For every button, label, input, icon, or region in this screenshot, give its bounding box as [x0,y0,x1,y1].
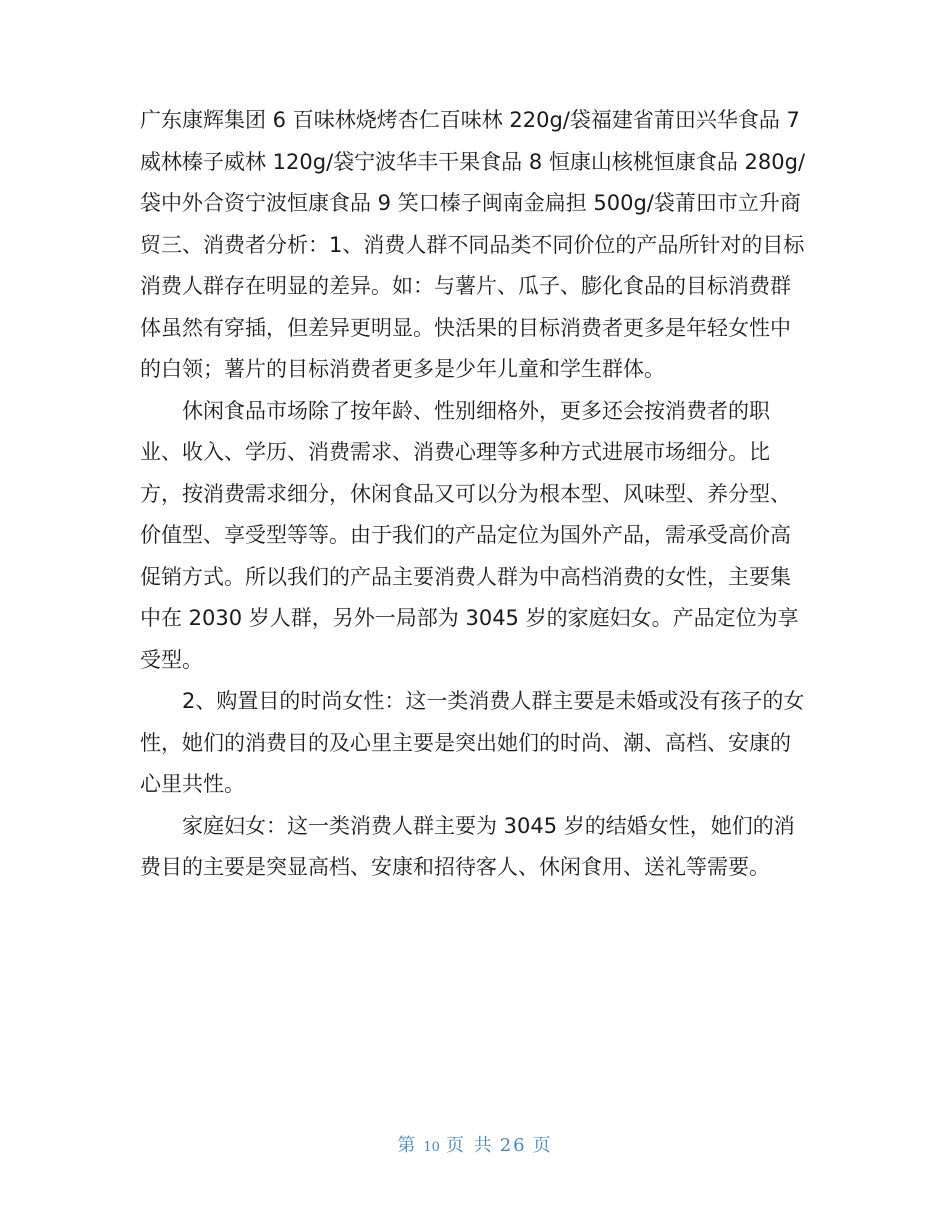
document-body [140,100,810,889]
paragraph-4: 家庭妇女：这一类消费人群主要为 3045 岁的结婚女性，她们的消费目的主要是突显高档、安康和招待客人、休闲食用、送礼等需要。 [140,813,795,879]
current-page-number: 10 [423,1140,440,1155]
paragraph-2: 休闲食品市场除了按年龄、性别细格外，更多还会按消费者的职业、收入、学历、消费需求、消费心理等多种方式进展市场细分。比方，按消费需求细分，休闲食品又可以分为根本型、风味型、养分型、价值型、享受型等等。由于我们的产品定位为国外产品，需承受高价高促销方式。所以我们的产品主要消费人群为中高档消费的女性，主要集中在 2030 岁人群，另外一局部为 3045 岁的家庭妇女。产品定位为享受型。 [140,398,799,672]
total-page-number: 26 [499,1135,527,1156]
footer-suffix: 页 [532,1135,553,1156]
footer-prefix: 第 [397,1135,418,1156]
paragraph-1: 广东康辉集团 6 百味林烧烤杏仁百味林 220g/袋福建省莆田兴华食品 7 威林榛子威林 120g/袋宁波华丰干果食品 8 恒康山核桃恒康食品 280g/袋中外合资宁波恒康食品 9 笑口榛子闽南金扁担 500g/袋莆田市立升商贸三、消费者分析：1、消费人群不同品类不同价位的产品所针对的目标消费人群存在明显的差异。如：与薯片、瓜子、膨化食品的目标消费群体虽然有穿插，但差异更明显。快活果的目标消费者更多是年轻女性中的白领；薯片的目标消费者更多是少年儿童和学生群体。 [140,108,806,381]
page-footer [0,1131,950,1157]
footer-middle: 页 共 [445,1135,494,1156]
paragraph-3: 2、购置目的时尚女性：这一类消费人群主要是未婚或没有孩子的女性，她们的消费目的及心里主要是突出她们的时尚、潮、高档、安康的心里共性。 [140,689,805,796]
